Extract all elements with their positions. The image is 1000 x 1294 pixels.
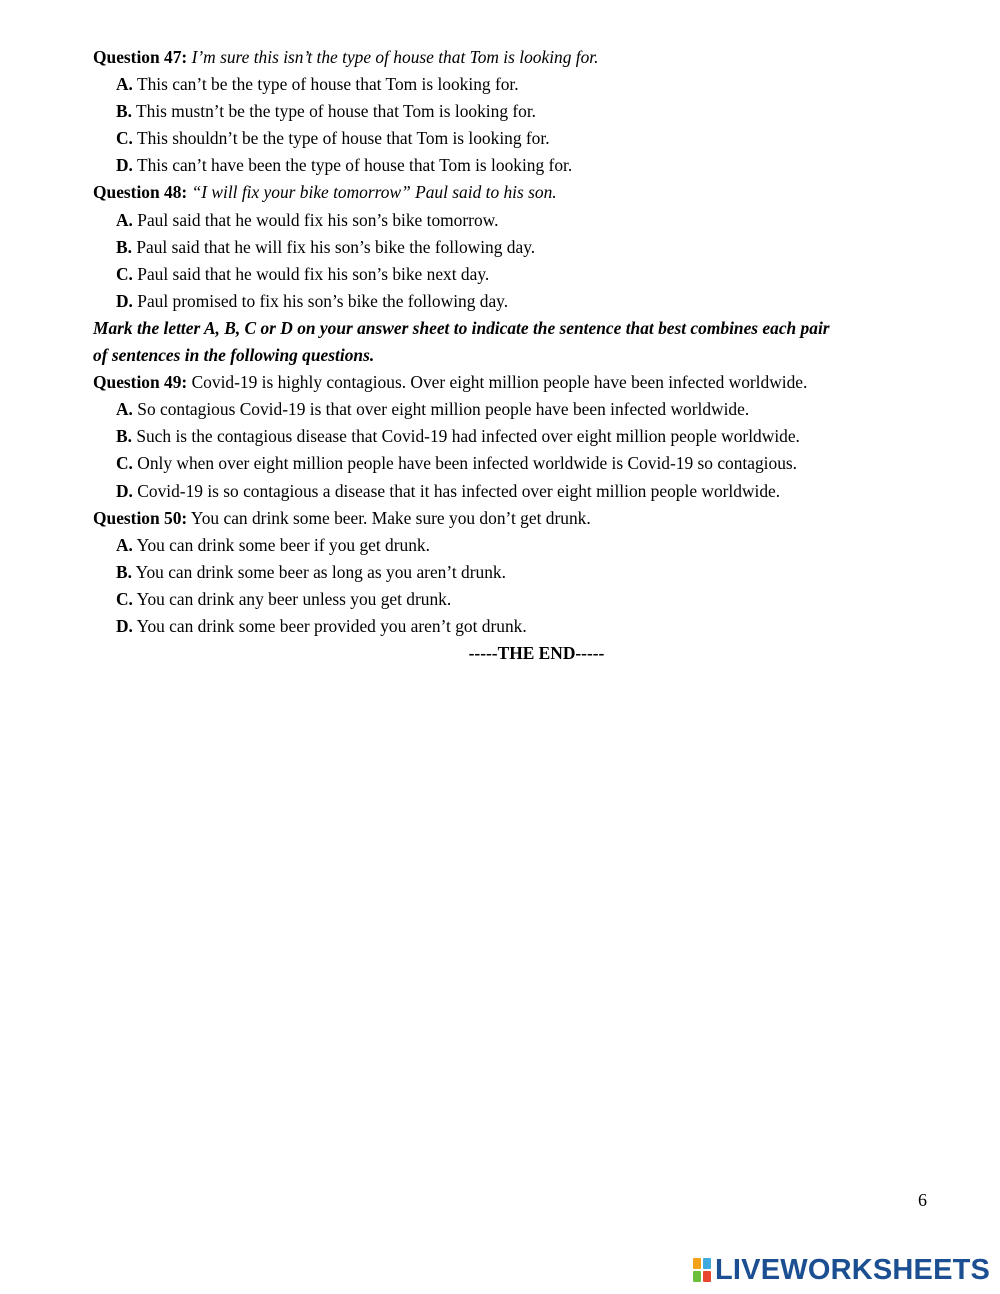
option-c: [93, 450, 943, 477]
option-letter: A.: [116, 399, 133, 420]
brand-name: LIVEWORKSHEETS: [715, 1253, 991, 1286]
option-text: You can drink some beer provided you aren’t got drunk.: [136, 615, 527, 636]
liveworksheets-logo: [693, 1254, 990, 1286]
option-letter: D.: [116, 290, 133, 311]
option-text: Paul said that he would fix his son’s bike tomorrow.: [137, 209, 499, 230]
the-end-marker: -----THE END-----: [468, 643, 605, 664]
question-stem: I’m sure this isn’t the type of house that Tom is looking for.: [191, 47, 599, 67]
exam-content: [93, 44, 943, 667]
option-text: This mustn’t be the type of house that Tom is looking for.: [136, 101, 537, 122]
option-text: You can drink some beer if you get drunk.: [136, 534, 430, 555]
option-c: [93, 261, 943, 288]
question-48: [93, 179, 943, 206]
option-text: So contagious Covid-19 is that over eight million people have been infected worldwide.: [137, 399, 750, 420]
option-text: You can drink any beer unless you get drunk.: [136, 588, 452, 609]
option-a: [93, 396, 943, 423]
option-letter: C.: [116, 588, 133, 609]
liveworksheets-mark-icon: [693, 1258, 711, 1282]
option-b: [93, 234, 943, 261]
option-b: [93, 98, 943, 125]
option-letter: D.: [116, 615, 133, 636]
option-d: [93, 152, 943, 179]
option-letter: D.: [116, 155, 133, 176]
option-letter: A.: [116, 74, 133, 95]
question-49: [93, 369, 943, 396]
question-stem: Covid-19 is highly contagious. Over eight million people have been infected worldwide.: [191, 372, 808, 393]
option-text: This shouldn’t be the type of house that Tom is looking for.: [136, 128, 550, 149]
option-text: Covid-19 is so contagious a disease that it has infected over eight million people worldwide.: [137, 480, 781, 501]
option-text: Only when over eight million people have been infected worldwide is Covid-19 so contagious.: [137, 453, 798, 474]
option-text: This can’t be the type of house that Tom is looking for.: [136, 74, 519, 95]
question-label: Question 47:: [93, 47, 188, 67]
option-d: [93, 478, 943, 505]
option-letter: A.: [116, 534, 133, 555]
option-a: [93, 207, 943, 234]
question-label: Question 49:: [93, 372, 188, 393]
option-text: Paul said that he will fix his son’s bike the following day.: [136, 236, 536, 257]
option-b: [93, 423, 943, 450]
option-letter: B.: [116, 101, 132, 122]
option-letter: B.: [116, 561, 132, 582]
option-letter: C.: [116, 453, 133, 474]
option-letter: C.: [116, 128, 133, 149]
option-text: Paul promised to fix his son’s bike the following day.: [137, 290, 509, 311]
option-text: You can drink some beer as long as you aren’t drunk.: [135, 561, 506, 582]
option-b: [93, 559, 943, 586]
option-letter: C.: [116, 263, 133, 284]
option-c: [93, 586, 943, 613]
question-label: Question 50:: [93, 507, 188, 528]
option-letter: A.: [116, 209, 133, 230]
option-letter: B.: [116, 426, 132, 447]
option-a: [93, 71, 943, 98]
option-a: [93, 532, 943, 559]
question-50: [93, 505, 943, 532]
question-47: [93, 44, 943, 71]
page-number: 6: [918, 1190, 927, 1210]
option-c: [93, 125, 943, 152]
section-instruction-line-1: Mark the letter A, B, C or D on your answer sheet to indicate the sentence that best combines each pair: [93, 317, 830, 338]
option-letter: B.: [116, 236, 132, 257]
question-stem: You can drink some beer. Make sure you don’t get drunk.: [190, 507, 591, 528]
section-instruction-line-2: of sentences in the following questions.: [93, 345, 375, 366]
option-text: Such is the contagious disease that Covid-19 had infected over eight million people worldwide.: [136, 426, 800, 447]
option-d: [93, 613, 943, 640]
option-d: [93, 288, 943, 315]
question-label: Question 48:: [93, 182, 188, 203]
option-letter: D.: [116, 480, 133, 501]
question-stem: “I will fix your bike tomorrow” Paul said to his son.: [191, 182, 557, 203]
option-text: Paul said that he would fix his son’s bike next day.: [137, 263, 490, 284]
option-text: This can’t have been the type of house that Tom is looking for.: [136, 155, 573, 176]
